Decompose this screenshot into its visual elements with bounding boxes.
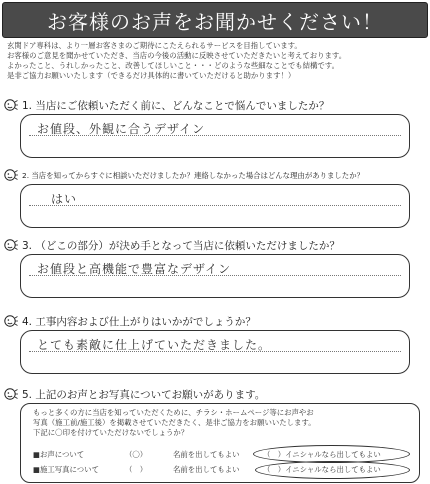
question-4-label: 4. 工事内容および仕上がりはいかがでしょうか？ bbox=[22, 315, 256, 328]
consent-mark: （〇） bbox=[125, 450, 148, 459]
consent-text bbox=[33, 408, 413, 438]
consent-row-label: ■お声について bbox=[33, 450, 85, 459]
speaker-face-icon bbox=[4, 98, 18, 112]
question-4 bbox=[4, 313, 256, 329]
consent-line: 下記に〇印を付けていただけないでしょうか？ bbox=[33, 428, 189, 437]
speaker-face-icon bbox=[4, 387, 18, 401]
answer-3-text: お値段と高機能で豊富なデザイン bbox=[37, 262, 232, 276]
question-1 bbox=[4, 97, 329, 113]
answer-box-4 bbox=[20, 330, 410, 374]
speaker-face-icon bbox=[4, 238, 18, 252]
name-option: 名前を出してもよい bbox=[173, 450, 240, 459]
intro-line: 是非ご協力お願いいたします（できるだけ具体的に書いていただけると助かります！） bbox=[7, 71, 296, 80]
page-header bbox=[2, 2, 428, 38]
handwritten-circle-mark bbox=[255, 461, 410, 479]
question-3-label: 3. （どこの部分）が決め手となって当店に依頼いただけましたか？ bbox=[22, 239, 340, 252]
answer-4-text: とても素敵に仕上げていただきました。 bbox=[37, 338, 272, 352]
initial-option: （ ）イニシャルなら出してもよい bbox=[263, 450, 381, 459]
intro-line: お客様のご意見を聞かせていただき、当店の今後の活動に反映させていただきたいと考えております。 bbox=[7, 51, 347, 60]
consent-mark: （ ） bbox=[125, 465, 148, 474]
question-2-label: 2. 当店を知ってからすぐに相談いただけましたか？連絡しなかった場合はどんな理由がありましたか？ bbox=[22, 170, 364, 180]
consent-box bbox=[20, 403, 420, 483]
question-2 bbox=[4, 167, 364, 183]
speaker-face-icon bbox=[4, 314, 18, 328]
answer-box-2 bbox=[20, 184, 410, 228]
question-1-label: 1. 当店にご依頼いただく前に、どんなことで悩んでいましたか？ bbox=[22, 99, 330, 112]
initial-option: （ ）イニシャルなら出してもよい bbox=[263, 465, 381, 474]
answer-2-text: はい bbox=[51, 192, 78, 206]
answer-1-text: お値段、外観に合うデザイン bbox=[37, 122, 206, 136]
intro-text bbox=[7, 41, 425, 81]
name-option: 名前を出してもよい bbox=[173, 465, 240, 474]
answer-box-3 bbox=[20, 254, 410, 298]
consent-row-label: ■施工写真について bbox=[33, 465, 99, 474]
intro-line: 玄関ドア専科は、より一層お客さまのご期待にこたえられるサービスを目指しています。 bbox=[7, 41, 302, 50]
answer-box-1 bbox=[20, 114, 410, 158]
question-5 bbox=[4, 386, 265, 402]
consent-line: もっと多くの方に当店を知っていただくために、チラシ・ホームページ等にお声やお bbox=[33, 408, 314, 417]
question-5-label: 5. 上記のお声とお写真についてお願いがあります。 bbox=[22, 388, 266, 401]
intro-line: よかったこと、うれしかったこと、改善してほしいこと・・・どのような些細なことでも結構です。 bbox=[7, 61, 339, 70]
question-3 bbox=[4, 237, 340, 253]
answer-line bbox=[29, 205, 401, 206]
speaker-face-icon bbox=[4, 168, 18, 182]
consent-line: 写真（施工前/施工後）を掲載させていただきたく、是非ご協力をお願いいたします。 bbox=[33, 418, 316, 427]
page-title: お客様のお声をお聞かせください！ bbox=[47, 9, 383, 34]
